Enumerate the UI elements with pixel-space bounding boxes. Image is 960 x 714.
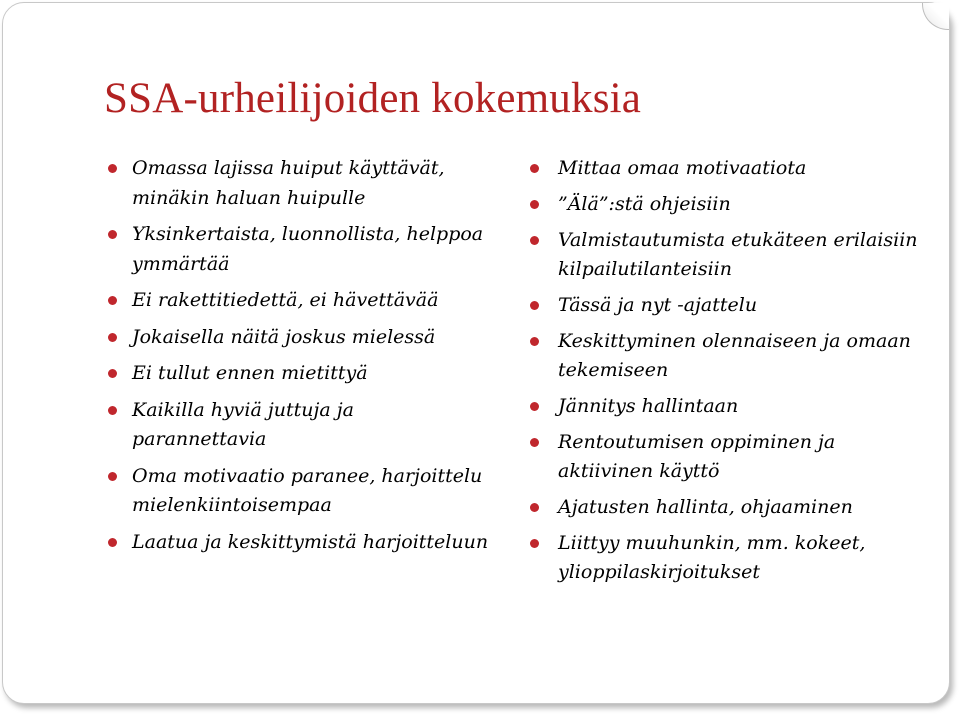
bullet-dot-icon [530, 236, 539, 245]
list-item [104, 220, 494, 279]
bullet-dot-icon [530, 438, 539, 447]
list-item-text: Laatua ja keskittymistä harjoitteluun [132, 530, 489, 553]
bullet-dot-icon [530, 539, 539, 548]
list-item [530, 392, 930, 421]
list-item [104, 462, 494, 521]
list-item-text: Ei tullut ennen mietittyä [132, 362, 368, 384]
bullet-dot-icon [530, 503, 539, 512]
bullet-dot-icon [108, 333, 117, 342]
bullet-dot-icon [108, 538, 117, 547]
list-item-text: Omassa lajissa huiput käyttävät, minäkin haluan huipulle [132, 157, 445, 209]
bullet-dot-icon [530, 402, 539, 411]
left-bullet-list [104, 154, 494, 564]
list-item-text: Jännitys hallintaan [558, 395, 739, 417]
list-item-text: Rentoutumisen oppiminen ja aktiivinen käyttö [558, 431, 836, 482]
list-item-text: Valmistautumista etukäteen erilaisiin kilpailutilanteisiin [558, 229, 918, 280]
list-item [104, 154, 494, 213]
bullet-dot-icon [530, 200, 539, 209]
list-item [104, 396, 494, 455]
list-item-text: Ajatusten hallinta, ohjaaminen [558, 496, 853, 518]
bullet-dot-icon [108, 406, 117, 415]
bullet-dot-icon [530, 337, 539, 346]
list-item [104, 528, 494, 558]
list-item-text: Mittaa omaa motivaatiota [558, 157, 807, 179]
list-item-text: Yksinkertaista, luonnollista, helppoa ymmärtää [132, 223, 484, 275]
list-item [530, 493, 930, 522]
list-item-text: Jokaisella näitä joskus mielessä [132, 325, 436, 348]
list-item-text: ”Älä”:stä ohjeisiin [558, 193, 731, 215]
list-item [530, 327, 930, 385]
list-item [104, 323, 494, 353]
list-item [530, 529, 930, 587]
list-item-text: Kaikilla hyviä juttuja ja parannettavia [132, 398, 354, 450]
list-item [530, 428, 930, 486]
list-item-text: Oma motivaatio paranee, harjoittelu mielenkiintoisempaa [132, 464, 483, 516]
list-item [530, 154, 930, 183]
page-curl-decoration [922, 3, 949, 30]
bullet-dot-icon [108, 472, 117, 481]
bullet-dot-icon [108, 164, 117, 173]
bullet-dot-icon [108, 230, 117, 239]
list-item [530, 291, 930, 320]
list-item-text: Keskittyminen olennaiseen ja omaan tekemiseen [558, 330, 911, 381]
right-bullet-list [530, 154, 930, 594]
list-item [530, 190, 930, 219]
bullet-dot-icon [530, 301, 539, 310]
list-item [530, 226, 930, 284]
bullet-dot-icon [530, 164, 539, 173]
list-item [104, 286, 494, 316]
list-item-text: Ei rakettitiedettä, ei hävettävää [132, 289, 439, 311]
bullet-dot-icon [108, 296, 117, 305]
bullet-dot-icon [108, 369, 117, 378]
list-item-text: Tässä ja nyt -ajattelu [558, 294, 758, 316]
list-item [104, 359, 494, 389]
slide-title: SSA-urheilijoiden kokemuksia [104, 75, 642, 122]
list-item-text: Liittyy muuhunkin, mm. kokeet, ylioppilaskirjoitukset [558, 532, 866, 583]
